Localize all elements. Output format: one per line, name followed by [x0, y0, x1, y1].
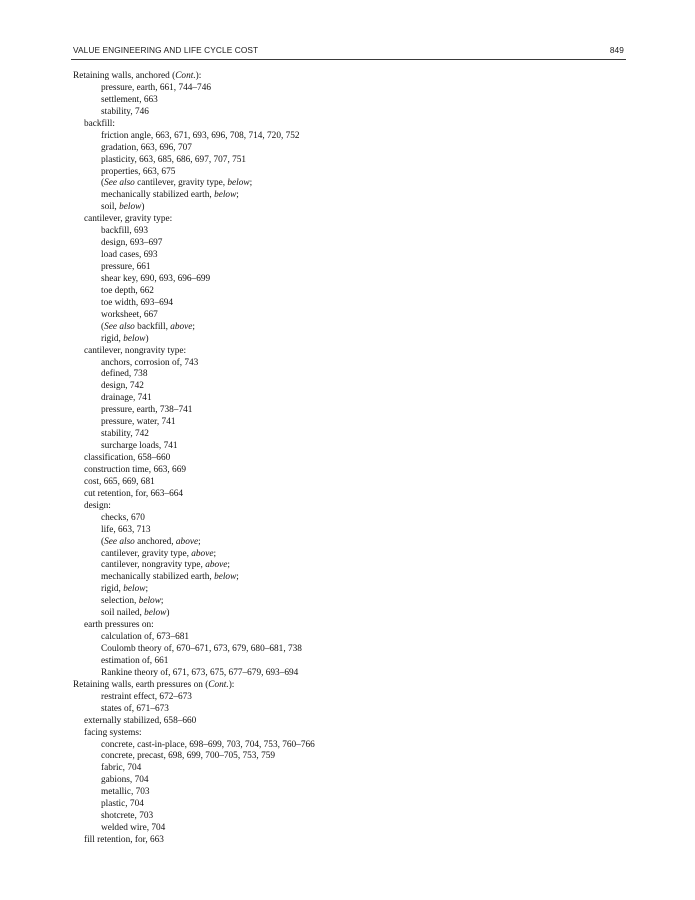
index-subsubentry [73, 95, 593, 107]
index-italic-text: below [138, 596, 161, 607]
index-italic-text: above [170, 321, 193, 332]
index-subentry [73, 465, 593, 477]
index-subsubentry [73, 274, 593, 286]
index-subsubentry [73, 298, 593, 310]
index-text: ; [160, 596, 164, 607]
index-subsubentry [73, 167, 593, 179]
index-text: pressure, 661 [101, 262, 151, 272]
index-subsubentry [73, 751, 593, 763]
index-text: life, 663, 713 [101, 524, 151, 535]
index-subentry [73, 501, 593, 513]
index-text: metallic, 703 [101, 787, 150, 798]
page-number: 849 [609, 45, 624, 55]
index-text: selection, [101, 596, 139, 607]
index-text: ; [236, 190, 239, 201]
index-italic-text: below [227, 178, 250, 189]
index-text: anchors, corrosion of, 743 [101, 357, 199, 368]
index-italic-text: above [205, 560, 228, 571]
index-subsubentry [73, 238, 593, 250]
index-text: shotcrete, 703 [101, 811, 154, 822]
index-subsubentry [73, 644, 593, 656]
index-text: soil, [101, 202, 120, 213]
index-text: fill retention, for, 663 [84, 835, 164, 845]
index-subsubentry [73, 572, 593, 584]
index-text: earth pressures on: [84, 620, 154, 631]
index-subsubentry [73, 740, 593, 752]
index-italic-text: below [123, 333, 146, 344]
index-text: ; [236, 572, 239, 583]
index-text: ( [101, 321, 105, 332]
index-text: defined, 738 [101, 369, 148, 380]
index-text: cost, 665, 669, 681 [84, 476, 155, 487]
index-subentry [73, 489, 593, 501]
index-subsubentry [73, 381, 593, 393]
index-heading [73, 71, 593, 83]
index-text: rigid, [101, 333, 124, 344]
index-text: pressure, water, 741 [101, 417, 176, 428]
index-subsubentry [73, 286, 593, 298]
index-subsubentry [73, 131, 593, 143]
running-head: VALUE ENGINEERING AND LIFE CYCLE COST [73, 45, 259, 55]
index-subsubentry [73, 525, 593, 537]
index-text: toe width, 693–694 [101, 297, 174, 308]
index-subsubentry [73, 155, 593, 167]
index-text: mechanically stabilized earth, [101, 572, 215, 583]
index-text: toe depth, 662 [101, 285, 154, 296]
index-text: cut retention, for, 663–664 [84, 488, 184, 499]
index-text: surcharge loads, 741 [101, 441, 178, 452]
index-subsubentry [73, 608, 593, 620]
index-subsubentry [73, 369, 593, 381]
index-text: classification, 658–660 [84, 453, 171, 463]
index-subsubentry [73, 334, 593, 346]
index-text: settlement, 663 [101, 94, 158, 105]
index-subsubentry [73, 358, 593, 370]
index-subsubentry [73, 704, 593, 716]
index-text: Rankine theory of, 671, 673, 675, 677–679, 693–694 [101, 667, 299, 678]
index-text: mechanically stabilized earth, [101, 190, 215, 201]
page-header [71, 43, 626, 57]
index-subsubentry [73, 262, 593, 274]
index-subentry [73, 214, 593, 226]
index-text: ) [166, 608, 170, 619]
index-italic-text: Cont. [175, 71, 196, 81]
index-text: restraint effect, 672–673 [101, 691, 192, 702]
index-text: estimation of, 661 [101, 655, 169, 666]
index-subentry [73, 119, 593, 131]
index-italic-text: See also [104, 536, 135, 547]
index-subentry [73, 477, 593, 489]
index-text: load cases, 693 [101, 250, 158, 261]
index-italic-text: above [191, 548, 214, 559]
index-text: ( [101, 178, 105, 189]
index-text: concrete, precast, 698, 699, 700–705, 753, 759 [101, 751, 276, 762]
index-subsubentry [73, 226, 593, 238]
index-text: drainage, 741 [101, 393, 152, 404]
index-subsubentry [73, 560, 593, 572]
index-text: pressure, earth, 661, 744–746 [101, 82, 211, 93]
index-text: calculation of, 673–681 [101, 632, 190, 643]
index-text: gabions, 704 [101, 775, 149, 786]
index-text: design, 693–697 [101, 238, 163, 249]
index-text: Coulomb theory of, 670–671, 673, 679, 680–681, 738 [101, 644, 302, 654]
index-subsubentry [73, 632, 593, 644]
index-text: states of, 671–673 [101, 703, 169, 714]
index-text: plasticity, 663, 685, 686, 697, 707, 751 [101, 154, 247, 165]
index-italic-text: above [175, 536, 199, 547]
index-body [73, 71, 593, 847]
index-text: ) [141, 202, 145, 213]
index-text: properties, 663, 675 [101, 166, 176, 177]
index-subsubentry [73, 537, 593, 549]
index-subsubentry [73, 692, 593, 704]
index-text: ; [227, 560, 230, 571]
index-subsubentry [73, 107, 593, 119]
index-text: cantilever, nongravity type: [84, 345, 187, 356]
index-text: shear key, 690, 693, 696–699 [101, 273, 211, 284]
index-text: fabric, 704 [101, 763, 142, 774]
index-subsubentry [73, 322, 593, 334]
index-text: ): [195, 71, 202, 81]
index-text: stability, 746 [101, 106, 149, 117]
index-subsubentry [73, 596, 593, 608]
index-text: anchored, [134, 536, 176, 547]
index-text: concrete, cast-in-place, 698–699, 703, 704, 753, 760–766 [101, 739, 315, 750]
index-subsubentry [73, 143, 593, 155]
index-text: ): [228, 679, 235, 690]
index-subsubentry [73, 668, 593, 680]
index-text: worksheet, 667 [101, 309, 158, 320]
index-text: stability, 742 [101, 429, 149, 440]
index-text: welded wire, 704 [101, 823, 166, 834]
index-italic-text: Cont. [208, 679, 229, 690]
index-subentry [73, 835, 593, 847]
index-text: ; [145, 584, 149, 595]
index-italic-text: below [144, 608, 167, 619]
index-text: friction angle, 663, 671, 693, 696, 708, 714, 720, 752 [101, 130, 300, 141]
index-subsubentry [73, 775, 593, 787]
index-subentry [73, 716, 593, 728]
index-subentry [73, 453, 593, 465]
index-text: externally stabilized, 658–660 [84, 715, 197, 726]
index-italic-text: below [119, 202, 142, 213]
index-subsubentry [73, 250, 593, 262]
index-subsubentry [73, 763, 593, 775]
index-text: Retaining walls, earth pressures on ( [73, 679, 209, 690]
index-italic-text: below [123, 584, 146, 595]
index-text: cantilever, gravity type: [84, 214, 173, 225]
index-text: backfill, [134, 321, 171, 332]
index-text: ; [192, 321, 196, 332]
index-subsubentry [73, 513, 593, 525]
index-text: Retaining walls, anchored ( [73, 71, 176, 81]
index-subsubentry [73, 190, 593, 202]
index-italic-text: below [214, 572, 237, 583]
index-text: facing systems: [84, 727, 142, 738]
index-subsubentry [73, 202, 593, 214]
index-subsubentry [73, 417, 593, 429]
index-subsubentry [73, 823, 593, 835]
index-heading [73, 680, 593, 692]
index-text: plastic, 704 [101, 799, 144, 810]
index-italic-text: below [214, 190, 237, 201]
index-text: ) [145, 333, 149, 344]
index-subsubentry [73, 310, 593, 322]
index-text: ( [101, 536, 105, 547]
index-text: construction time, 663, 669 [84, 464, 186, 475]
index-subsubentry [73, 549, 593, 561]
index-subsubentry [73, 811, 593, 823]
index-text: backfill: [84, 118, 115, 129]
index-text: design: [84, 500, 111, 511]
index-italic-text: See also [104, 321, 135, 332]
index-italic-text: See also [104, 178, 135, 189]
index-subsubentry [73, 178, 593, 190]
header-rule [71, 59, 626, 60]
index-text: soil nailed, [101, 608, 145, 619]
index-subsubentry [73, 393, 593, 405]
index-text: gradation, 663, 696, 707 [101, 142, 192, 153]
index-subsubentry [73, 799, 593, 811]
index-subsubentry [73, 656, 593, 668]
index-text: pressure, earth, 738–741 [101, 405, 193, 416]
index-subentry [73, 620, 593, 632]
index-subsubentry [73, 787, 593, 799]
index-text: ; [198, 536, 201, 547]
index-subsubentry [73, 584, 593, 596]
index-subentry [73, 346, 593, 358]
index-subentry [73, 728, 593, 740]
index-text: cantilever, gravity type, [134, 178, 228, 189]
index-text: design, 742 [101, 381, 144, 392]
index-text: cantilever, nongravity type, [101, 560, 206, 571]
index-subsubentry [73, 429, 593, 441]
index-text: cantilever, gravity type, [101, 548, 192, 559]
index-text: ; [249, 178, 253, 189]
index-subsubentry [73, 441, 593, 453]
index-text: checks, 670 [101, 512, 145, 523]
index-text: ; [213, 548, 217, 559]
index-text: rigid, [101, 584, 124, 595]
index-text: backfill, 693 [101, 226, 148, 237]
index-subsubentry [73, 83, 593, 95]
index-subsubentry [73, 405, 593, 417]
